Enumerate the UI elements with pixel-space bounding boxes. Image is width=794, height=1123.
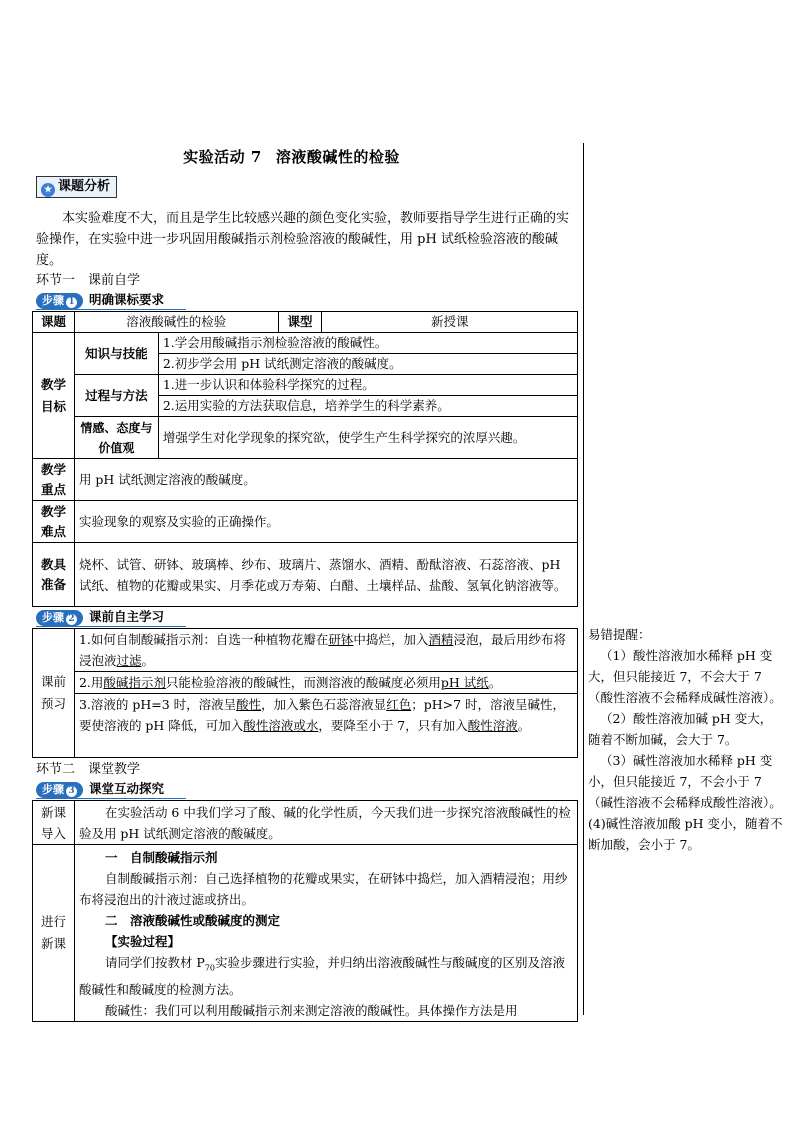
side-note-title: 易错提醒： xyxy=(588,627,651,642)
preview-table xyxy=(32,628,578,758)
para-1: 自制酸碱指示剂：自己选择植物的花瓣或果实，在研钵中捣烂，加入酒精浸泡；用纱布将浸泡出的汁液过滤或挤出。 xyxy=(78,871,568,907)
side-note xyxy=(588,624,784,855)
cell-zhunbei: 教具准备 xyxy=(33,543,75,607)
curriculum-table xyxy=(32,311,578,607)
preview-q3: 3.溶液的 pH=3 时，溶液呈酸性，加入紫色石蕊溶液显红色；pH>7 时，溶液呈碱性，要使溶液的 pH 降低，可加入酸性溶液或水，要降至小于 7，只有加入酸性溶液。 xyxy=(78,697,566,733)
step-3-header: 步骤 3 课堂互动探究 xyxy=(36,781,186,797)
r1-line-b: 2.初步学会用 pH 试纸测定溶液的酸碱度。 xyxy=(162,356,402,371)
step-badge: 步骤 1 xyxy=(36,293,83,309)
step-badge: 步骤 3 xyxy=(36,782,83,798)
cell-nandian-val: 实验现象的观察及实验的正确操作。 xyxy=(74,501,577,543)
cell-jinxing-head: 进行新课 xyxy=(33,845,75,1022)
section-badge-icon: ★ xyxy=(41,183,55,197)
side-note-item-4: (4)碱性溶液加酸 pH 变小，随着不断加酸，会小于 7。 xyxy=(588,816,783,852)
cell-preview-head: 课前预习 xyxy=(33,629,75,758)
cell-kexing-val: 新授课 xyxy=(322,312,578,333)
cell-r3-val: 增强学生对化学现象的探究欲，使学生产生科学探究的浓厚兴趣。 xyxy=(158,417,577,459)
cell-zhunbei-val: 烧杯、试管、研钵、玻璃棒、纱布、玻璃片、蒸馏水、酒精、酚酞溶液、石蕊溶液、pH 试纸、植物的花瓣或果实、月季花或万寿菊、白醋、土壤样品、盐酸、氢氧化钠溶液等。 xyxy=(74,543,577,607)
column-divider xyxy=(583,143,584,1015)
cell-nandian: 教学难点 xyxy=(33,501,75,543)
cell-keti-val: 溶液酸碱性的检验 xyxy=(74,312,278,333)
para-2: 请同学们按教材 $P_{70}$实验步骤进行实验，并归纳出溶液酸碱性与酸碱度的区别及溶液酸碱性和酸碱度的检测方法。 xyxy=(78,955,566,997)
section-label-ketifenxi: ★ 课题分析 xyxy=(36,176,117,198)
para-3: 酸碱性：我们可以利用酸碱指示剂来测定溶液的酸碱性。具体操作方法是用 xyxy=(104,1002,518,1018)
side-note-item-2: （2）酸性溶液加碱 pH 变大，随着不断加碱，会大于 7。 xyxy=(588,711,773,747)
cell-jinxing-val xyxy=(74,845,577,1022)
page-title: 实验活动 7 溶液酸碱性的检验 xyxy=(183,148,400,166)
classroom-table xyxy=(32,800,578,1022)
cell-keti: 课题 xyxy=(33,312,75,333)
side-note-item-3: （3）碱性溶液加水稀释 pH 变小，但只能接近 7，不会小于 7（碱性溶液不会稀释成酸性溶液）。 xyxy=(588,753,782,810)
cell-kexing: 课型 xyxy=(278,312,322,333)
cell-xinke-val: 在实验活动 6 中我们学习了酸、碱的化学性质，今天我们进一步探究溶液酸碱性的检验及用 pH 试纸测定溶液的酸碱度。 xyxy=(74,801,577,845)
cell-r2-head: 过程与方法 xyxy=(74,375,158,417)
r2-line-b: 2.运用实验的方法获取信息，培养学生的科学素养。 xyxy=(162,398,450,413)
section-heading-2: 环节二 课堂教学 xyxy=(36,762,141,777)
cell-zhongdian: 教学重点 xyxy=(33,459,75,501)
subheading-2: 二 溶液酸碱性或酸碱度的测定 xyxy=(104,913,280,928)
r1-line-a: 1.学会用酸碱指示剂检验溶液的酸碱性。 xyxy=(159,333,577,354)
cell-zhongdian-val: 用 pH 试纸测定溶液的酸碱度。 xyxy=(74,459,577,501)
step-1-header: 步骤 1 明确课标要求 xyxy=(36,292,186,308)
cell-mubiao: 教学目标 xyxy=(33,333,75,459)
preview-q1: 1.如何自制酸碱指示剂：自选一种植物花瓣在研钵中捣烂，加入酒精浸泡，最后用纱布将浸泡液过滤。 xyxy=(75,629,577,672)
preview-q2: 2.用酸碱指示剂只能检验溶液的酸碱性，而测溶液的酸碱度必须用pH 试纸。 xyxy=(75,672,577,694)
r2-line-a: 1.进一步认识和体验科学探究的过程。 xyxy=(159,375,577,396)
step-2-header: 步骤 2 课前自主学习 xyxy=(36,609,186,625)
subheading-3: 【实验过程】 xyxy=(104,934,180,949)
cell-r3-head: 情感、态度与价值观 xyxy=(74,417,158,459)
side-note-item-1: （1）酸性溶液加水稀释 pH 变大，但只能接近 7，不会大于 7（酸性溶液不会稀释成碱性溶液）。 xyxy=(588,648,782,705)
cell-xinke-head: 新课导入 xyxy=(33,801,75,845)
cell-r1-head: 知识与技能 xyxy=(74,333,158,375)
step-badge: 步骤 2 xyxy=(36,610,83,626)
section-heading-1: 环节一 课前自学 xyxy=(36,273,141,288)
subheading-1: 一 自制酸碱指示剂 xyxy=(104,850,218,865)
intro-paragraph: 本实验难度不大，而且是学生比较感兴趣的颜色变化实验，教师要指导学生进行正确的实验操作，在实验中进一步巩固用酸碱指示剂检验溶液的酸碱性，用 pH 试纸检验溶液的酸碱度。 xyxy=(36,211,570,268)
